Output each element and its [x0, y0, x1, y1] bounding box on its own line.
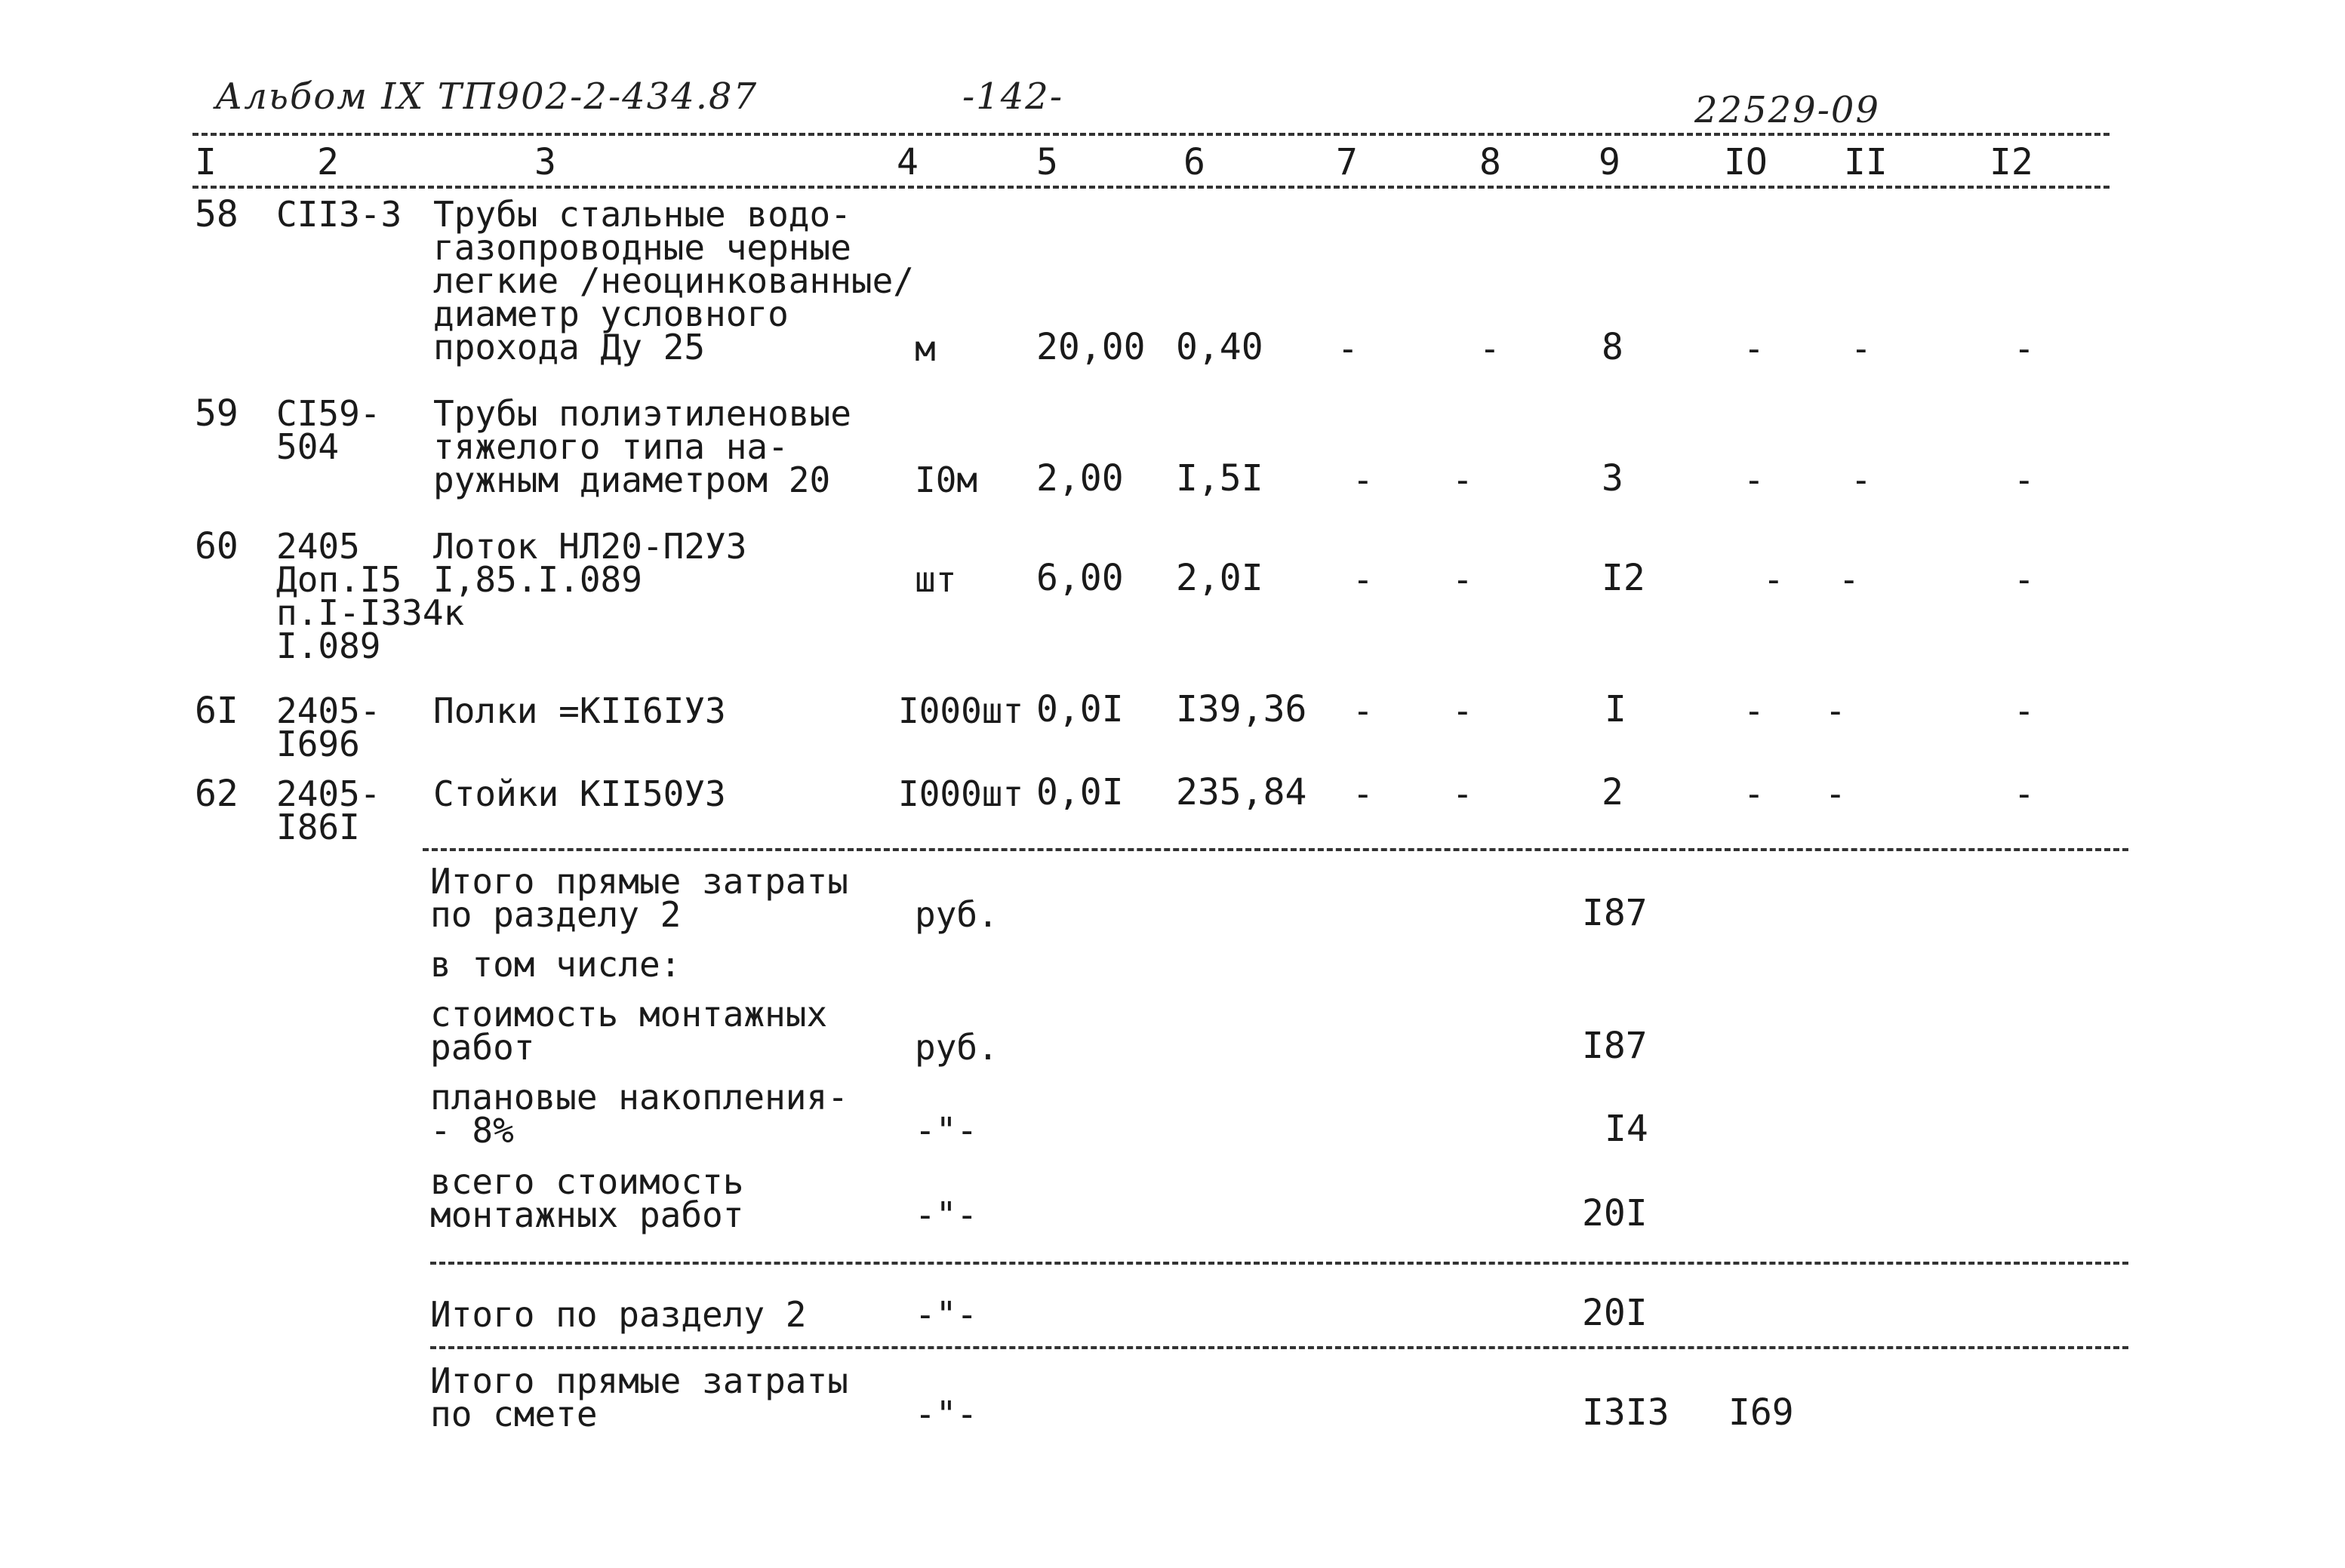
row-name: Полки =КII6IУЗ [433, 690, 726, 731]
row-col7: - [1353, 460, 1374, 500]
summary-unit: -"- [915, 1194, 978, 1235]
header-top-rule [192, 133, 2110, 136]
section-divider [423, 848, 2128, 851]
row-number: 59 [195, 392, 239, 435]
column-header-6: 6 [1183, 141, 1205, 183]
row-name: Стойки КII50УЗ [433, 773, 726, 814]
row-col11: - [1825, 773, 1846, 814]
row-unit: I000шт [898, 690, 1024, 731]
album-reference: Альбом IX ТП902-2-434.87 [215, 75, 759, 118]
row-quantity: 20,00 [1036, 326, 1146, 368]
summary-unit: руб. [915, 894, 999, 935]
row-code: СII3-3 [276, 194, 402, 235]
section-divider [430, 1346, 2128, 1349]
summary-label: Итого прямые затраты по смете [430, 1360, 848, 1434]
row-code: 2405- I86I [276, 773, 381, 847]
row-number: 58 [195, 193, 239, 235]
row-col11: - [1825, 690, 1846, 731]
row-code: 2405- I696 [276, 690, 381, 764]
row-col7: - [1353, 559, 1374, 600]
row-quantity: 0,0I [1036, 688, 1124, 730]
row-code: 2405 Доп.I5 п.I-I334к I.089 [276, 526, 465, 666]
summary-label: Итого прямые затраты по разделу 2 [430, 861, 848, 935]
row-col10: - [1743, 328, 1765, 369]
summary-col10-total: I69 [1728, 1391, 1794, 1434]
row-price: 0,40 [1176, 326, 1263, 368]
row-col9: 3 [1602, 457, 1623, 500]
summary-label: всего стоимость монтажных работ [430, 1161, 744, 1235]
row-col9: I [1605, 688, 1626, 730]
summary-label: плановые накопления- - 8% [430, 1077, 848, 1151]
row-col10: - [1743, 690, 1765, 731]
summary-unit: -"- [915, 1110, 978, 1151]
row-col8: - [1452, 460, 1473, 500]
column-header-4: 4 [897, 141, 919, 183]
row-quantity: 6,00 [1036, 557, 1124, 599]
column-header-10: IO [1724, 141, 1768, 183]
summary-total: 20I [1582, 1192, 1648, 1234]
row-col8: - [1452, 773, 1473, 814]
row-col12: - [2014, 773, 2035, 814]
row-col8: - [1452, 559, 1473, 600]
row-col8: - [1479, 328, 1500, 369]
document-code: 22529-09 [1694, 89, 1880, 131]
row-code: СI59- 504 [276, 393, 381, 467]
summary-total: 20I [1582, 1292, 1648, 1334]
summary-total: I4 [1605, 1108, 1648, 1150]
row-col12: - [2014, 460, 2035, 500]
column-header-11: II [1844, 141, 1888, 183]
row-col10: - [1743, 460, 1765, 500]
column-header-8: 8 [1479, 141, 1501, 183]
summary-label: Итого по разделу 2 [430, 1294, 807, 1335]
column-header-5: 5 [1036, 141, 1058, 183]
row-col9: I2 [1602, 557, 1645, 599]
row-unit: м [915, 328, 936, 369]
row-col7: - [1353, 773, 1374, 814]
section-divider [430, 1262, 2128, 1265]
column-header-9: 9 [1599, 141, 1620, 183]
row-col7: - [1337, 328, 1359, 369]
row-col9: 8 [1602, 326, 1623, 368]
row-col12: - [2014, 690, 2035, 731]
row-name: Трубы полиэтиленовые тяжелого типа на- ружным диаметром 20 [433, 393, 851, 500]
row-name: Трубы стальные водо- газопроводные черные легкие /неоцинкованные/ диаметр условного прохода Ду 25 [433, 194, 914, 367]
row-unit: шт [915, 559, 957, 600]
column-header-3: 3 [534, 141, 556, 183]
row-col12: - [2014, 559, 2035, 600]
column-header-12: I2 [1990, 141, 2033, 183]
summary-unit: -"- [915, 1394, 978, 1434]
row-col11: - [1851, 460, 1872, 500]
row-col11: - [1839, 559, 1860, 600]
row-price: 235,84 [1176, 771, 1307, 813]
row-col8: - [1452, 690, 1473, 731]
row-number: 62 [195, 773, 239, 815]
row-quantity: 2,00 [1036, 457, 1124, 500]
row-unit: I000шт [898, 773, 1024, 814]
column-header-2: 2 [317, 141, 339, 183]
summary-label: стоимость монтажных работ [430, 994, 828, 1068]
row-unit: I0м [915, 460, 978, 500]
summary-unit: руб. [915, 1027, 999, 1068]
row-quantity: 0,0I [1036, 771, 1124, 813]
row-number: 6I [195, 690, 239, 732]
row-col7: - [1353, 690, 1374, 731]
row-price: I39,36 [1176, 688, 1307, 730]
summary-total: I3I3 [1582, 1391, 1670, 1434]
summary-total: I87 [1582, 892, 1648, 934]
page-number: -142- [962, 75, 1064, 118]
row-col10: - [1743, 773, 1765, 814]
row-number: 60 [195, 525, 239, 567]
summary-unit: -"- [915, 1294, 978, 1335]
row-col12: - [2014, 328, 2035, 369]
row-price: 2,0I [1176, 557, 1263, 599]
column-header-1: I [195, 141, 217, 183]
row-col9: 2 [1602, 771, 1623, 813]
summary-total: I87 [1582, 1025, 1648, 1067]
summary-label: в том числе: [430, 944, 682, 985]
row-price: I,5I [1176, 457, 1263, 500]
row-name: Лоток НЛ20-П2УЗ I,85.I.089 [433, 526, 747, 600]
column-header-7: 7 [1336, 141, 1358, 183]
row-col11: - [1851, 328, 1872, 369]
header-bottom-rule [192, 186, 2110, 189]
row-col10: - [1763, 559, 1784, 600]
